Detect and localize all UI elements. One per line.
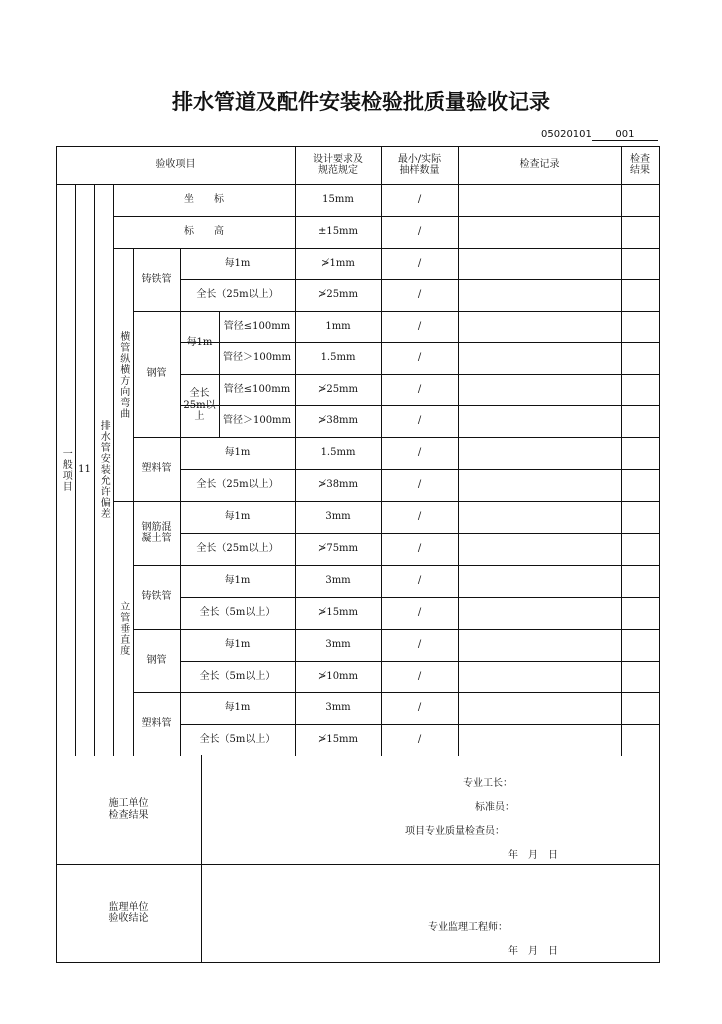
row-h-steel-2-record[interactable] — [458, 342, 621, 374]
row-elevation-label: 标 高 — [184, 226, 224, 238]
row-h-concrete-per-m-label: 每1m — [224, 511, 251, 523]
row-h-concrete-full-design: ≯75mm — [317, 543, 359, 555]
row-h-cast-full-result[interactable] — [621, 279, 659, 311]
row-h-plastic-full-design: ≯38mm — [317, 479, 359, 491]
row-h-steel-3-label: 管径≤100mm — [223, 383, 291, 395]
row-v-steel-per-m-sample: / — [417, 639, 422, 651]
row-h-plastic-per-m-result[interactable] — [621, 437, 659, 469]
row-v-steel-full-sample: / — [417, 670, 422, 682]
form-code-number: 001 — [592, 129, 658, 141]
h-steel-material: 钢管 — [146, 368, 167, 380]
header-result: 检查 结果 — [630, 153, 650, 176]
row-v-cast-per-m-result[interactable] — [621, 565, 659, 597]
row-v-steel-full-design: ≯10mm — [317, 670, 359, 682]
v-cast-material: 铸铁管 — [141, 591, 172, 603]
row-v-plastic-per-m-record[interactable] — [458, 692, 621, 724]
row-v-cast-per-m-record[interactable] — [458, 565, 621, 597]
construction-date: 年 月 日 — [508, 850, 558, 861]
row-v-plastic-full-result[interactable] — [621, 724, 659, 755]
row-h-steel-3-design: ≯25mm — [317, 383, 359, 395]
row-h-concrete-per-m-result[interactable] — [621, 501, 659, 533]
row-v-cast-per-m-label: 每1m — [224, 575, 251, 587]
row-coordinate-design: 15mm — [322, 194, 354, 206]
header-sample: 最小/实际 抽样数量 — [397, 153, 442, 176]
row-h-steel-4-label: 管径＞100mm — [222, 415, 292, 427]
row-h-steel-4-design: ≯38mm — [317, 415, 359, 427]
row-h-concrete-per-m-record[interactable] — [458, 501, 621, 533]
row-h-steel-3-sample: / — [417, 383, 422, 395]
material-column-line — [180, 501, 181, 566]
group-vertical-label: 立管垂直度 — [117, 600, 129, 656]
row-h-steel-3-result[interactable] — [621, 374, 659, 405]
row-v-steel-full-record[interactable] — [458, 661, 621, 692]
row-h-steel-4-sample: / — [417, 415, 422, 427]
row-h-cast-per-m-result[interactable] — [621, 248, 659, 279]
row-v-steel-per-m-design: 3mm — [325, 639, 351, 651]
row-h-steel-2-label: 管径＞100mm — [222, 352, 292, 364]
row-v-cast-full-label: 全长（5m以上） — [199, 607, 276, 619]
group-main-label: 排水管安装允许偏差 — [98, 420, 110, 519]
supervision-unit-label: 监理单位 验收结论 — [108, 901, 149, 924]
h-steel-full-length: 全长 25m以 上 — [183, 388, 216, 423]
row-v-steel-full-result[interactable] — [621, 661, 659, 692]
row-h-cast-full-label: 全长（25m以上） — [196, 289, 279, 301]
row-h-steel-2-sample: / — [417, 352, 422, 364]
material-column-line — [180, 565, 181, 630]
quality-inspector-label: 项目专业质量检查员： — [405, 826, 505, 837]
row-h-steel-1-sample: / — [417, 320, 422, 332]
header-design: 设计要求及 规范规定 — [313, 153, 363, 176]
construction-unit-label: 施工单位 检查结果 — [108, 798, 149, 821]
h-concrete-material: 钢筋混 凝土管 — [141, 521, 172, 544]
row-h-plastic-full-label: 全长（25m以上） — [196, 479, 279, 491]
h-cast-material: 铸铁管 — [141, 273, 172, 285]
group-horizontal-label: 横管纵横方向弯曲 — [117, 330, 129, 419]
row-h-plastic-per-m-sample: / — [417, 447, 422, 459]
row-h-steel-1-design: 1mm — [325, 320, 351, 332]
category-label: 一般项目 — [60, 447, 72, 492]
row-h-steel-1-label: 管径≤100mm — [223, 320, 291, 332]
row-h-steel-1-result[interactable] — [621, 311, 659, 342]
row-elevation-result[interactable] — [621, 216, 659, 248]
row-h-concrete-per-m-sample: / — [417, 511, 422, 523]
h-plastic-material: 塑料管 — [141, 463, 172, 475]
row-h-cast-full-sample: / — [417, 289, 422, 301]
row-h-steel-2-design: 1.5mm — [320, 352, 356, 364]
row-h-cast-per-m-design: ≯1mm — [321, 257, 355, 269]
row-v-cast-full-record[interactable] — [458, 597, 621, 629]
row-h-plastic-per-m-label: 每1m — [224, 447, 251, 459]
header-record: 检查记录 — [519, 159, 560, 171]
page-title: 排水管道及配件安装检验批质量验收记录 — [172, 90, 550, 114]
row-h-plastic-full-sample: / — [417, 479, 422, 491]
row-h-concrete-full-label: 全长（25m以上） — [196, 543, 279, 555]
row-h-cast-per-m-record[interactable] — [458, 248, 621, 279]
material-column-line — [180, 248, 181, 312]
row-v-steel-full-label: 全长（5m以上） — [199, 670, 276, 682]
row-v-cast-full-design: ≯15mm — [317, 607, 359, 619]
row-h-concrete-full-result[interactable] — [621, 533, 659, 565]
row-v-plastic-full-design: ≯15mm — [317, 733, 359, 745]
row-coordinate-label: 坐 标 — [184, 194, 224, 206]
row-h-steel-4-result[interactable] — [621, 405, 659, 437]
row-h-plastic-per-m-design: 1.5mm — [320, 447, 356, 459]
row-elevation-sample: / — [417, 226, 422, 238]
standard-officer-label: 标准员： — [475, 802, 515, 813]
table-border-right — [659, 146, 660, 963]
row-v-steel-per-m-record[interactable] — [458, 629, 621, 661]
row-v-steel-per-m-label: 每1m — [224, 639, 251, 651]
item-number: 11 — [78, 463, 91, 475]
row-h-concrete-full-record[interactable] — [458, 533, 621, 565]
row-h-cast-full-design: ≯25mm — [317, 289, 359, 301]
foreman-label: 专业工长： — [463, 778, 513, 789]
row-v-plastic-per-m-sample: / — [417, 702, 422, 714]
row-v-plastic-per-m-label: 每1m — [224, 702, 251, 714]
row-v-plastic-full-record[interactable] — [458, 724, 621, 755]
row-coordinate-record[interactable] — [458, 184, 621, 216]
v-steel-material: 钢管 — [146, 654, 167, 666]
row-h-steel-1-record[interactable] — [458, 311, 621, 342]
row-coordinate-sample: / — [417, 194, 422, 206]
row-elevation-record[interactable] — [458, 216, 621, 248]
row-coordinate-result[interactable] — [621, 184, 659, 216]
h-steel-per-m: 每1m — [186, 336, 213, 348]
row-v-plastic-full-sample: / — [417, 733, 422, 745]
row-h-concrete-full-sample: / — [417, 543, 422, 555]
row-h-cast-per-m-sample: / — [417, 257, 422, 269]
row-h-plastic-full-record[interactable] — [458, 469, 621, 501]
supervision-date: 年 月 日 — [508, 946, 558, 957]
material-column-line — [180, 692, 181, 756]
signature-label-column-line — [201, 755, 202, 963]
row-h-concrete-per-m-design: 3mm — [325, 511, 351, 523]
material-column-line — [180, 437, 181, 502]
header-item: 验收项目 — [155, 159, 196, 171]
table-border-bottom — [56, 962, 660, 963]
v-plastic-material: 塑料管 — [141, 717, 172, 729]
row-h-steel-4-record[interactable] — [458, 405, 621, 437]
row-v-steel-per-m-result[interactable] — [621, 629, 659, 661]
row-h-steel-3-record[interactable] — [458, 374, 621, 405]
row-h-plastic-per-m-record[interactable] — [458, 437, 621, 469]
row-v-cast-per-m-design: 3mm — [325, 575, 351, 587]
row-h-cast-full-record[interactable] — [458, 279, 621, 311]
supervision-engineer-label: 专业监理工程师： — [428, 922, 508, 933]
row-v-cast-full-sample: / — [417, 607, 422, 619]
row-h-cast-per-m-label: 每1m — [224, 257, 251, 269]
row-h-steel-2-result[interactable] — [621, 342, 659, 374]
row-v-plastic-per-m-design: 3mm — [325, 702, 351, 714]
row-elevation-design: ±15mm — [317, 226, 359, 238]
row-v-plastic-full-label: 全长（5m以上） — [199, 733, 276, 745]
row-v-cast-per-m-sample: / — [417, 575, 422, 587]
material-column-line — [180, 629, 181, 693]
row-v-cast-full-result[interactable] — [621, 597, 659, 629]
row-v-plastic-per-m-result[interactable] — [621, 692, 659, 724]
row-h-plastic-full-result[interactable] — [621, 469, 659, 501]
form-code-prefix: 05020101 — [541, 129, 592, 140]
